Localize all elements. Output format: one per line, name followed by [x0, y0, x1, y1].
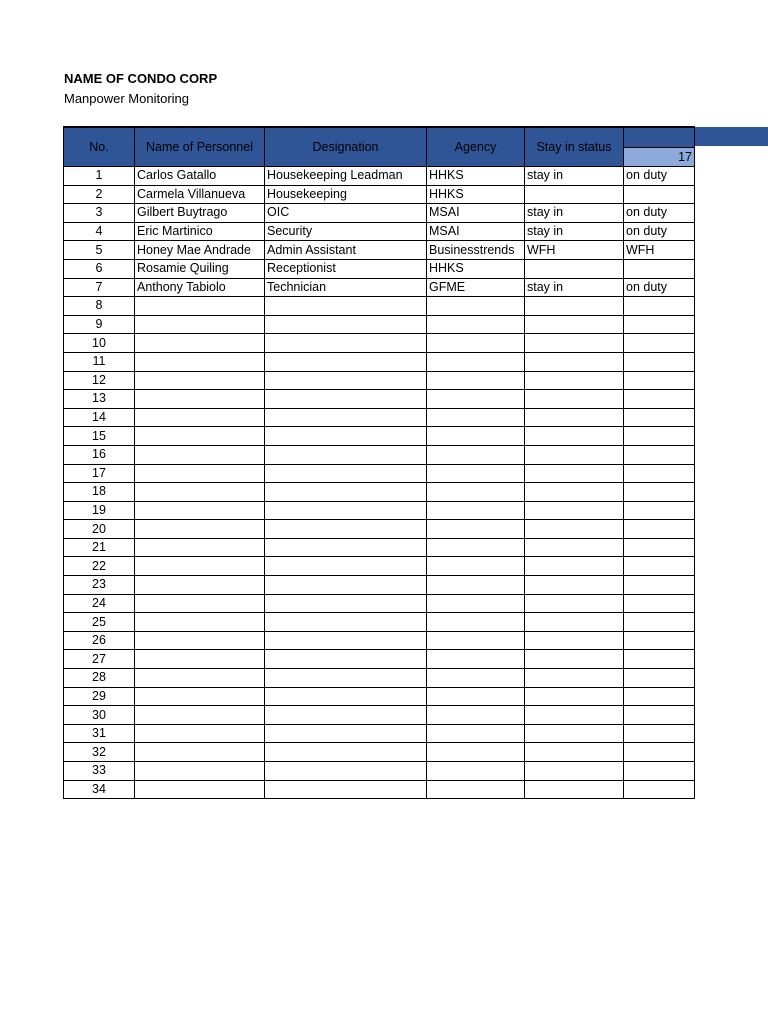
cell-status[interactable]: [624, 650, 695, 669]
cell-name[interactable]: Honey Mae Andrade: [135, 241, 265, 260]
cell-name[interactable]: [135, 371, 265, 390]
table-row: [64, 278, 695, 297]
cell-stay[interactable]: [525, 762, 624, 781]
cell-no[interactable]: 19: [64, 501, 135, 520]
cell-stay[interactable]: [525, 315, 624, 334]
cell-designation[interactable]: [265, 669, 427, 688]
cell-no[interactable]: 7: [64, 278, 135, 297]
cell-agency[interactable]: HHKS: [427, 185, 525, 204]
cell-no[interactable]: 15: [64, 427, 135, 446]
cell-name[interactable]: [135, 390, 265, 409]
cell-designation[interactable]: [265, 315, 427, 334]
cell-designation[interactable]: Housekeeping: [265, 185, 427, 204]
manpower-table: [63, 126, 695, 799]
cell-stay[interactable]: [525, 557, 624, 576]
table-row: [64, 687, 695, 706]
table-row: [64, 204, 695, 223]
table-row: [64, 762, 695, 781]
cell-designation[interactable]: OIC: [265, 204, 427, 223]
cell-status[interactable]: [624, 538, 695, 557]
cell-name[interactable]: Gilbert Buytrago: [135, 204, 265, 223]
cell-status[interactable]: [624, 631, 695, 650]
cell-designation[interactable]: [265, 780, 427, 799]
cell-name[interactable]: [135, 687, 265, 706]
cell-name[interactable]: [135, 557, 265, 576]
cell-no[interactable]: 24: [64, 594, 135, 613]
cell-name[interactable]: [135, 538, 265, 557]
table-row: [64, 259, 695, 278]
cell-no[interactable]: 34: [64, 780, 135, 799]
cell-agency[interactable]: [427, 315, 525, 334]
cell-no[interactable]: 33: [64, 762, 135, 781]
cell-agency[interactable]: [427, 445, 525, 464]
cell-name[interactable]: [135, 613, 265, 632]
cell-name[interactable]: [135, 743, 265, 762]
cell-agency[interactable]: [427, 483, 525, 502]
cell-designation[interactable]: [265, 743, 427, 762]
cell-stay[interactable]: stay in: [525, 222, 624, 241]
cell-designation[interactable]: [265, 613, 427, 632]
cell-name[interactable]: [135, 762, 265, 781]
cell-no[interactable]: 11: [64, 352, 135, 371]
cell-stay[interactable]: [525, 464, 624, 483]
cell-name[interactable]: [135, 669, 265, 688]
table-row: [64, 241, 695, 260]
cell-name[interactable]: [135, 706, 265, 725]
cell-no[interactable]: 25: [64, 613, 135, 632]
cell-name[interactable]: Eric Martinico: [135, 222, 265, 241]
cell-stay[interactable]: [525, 390, 624, 409]
cell-stay[interactable]: [525, 594, 624, 613]
cell-stay[interactable]: [525, 501, 624, 520]
cell-status[interactable]: on duty: [624, 222, 695, 241]
cell-designation[interactable]: [265, 371, 427, 390]
cell-status[interactable]: [624, 706, 695, 725]
cell-name[interactable]: [135, 427, 265, 446]
table-row: [64, 371, 695, 390]
cell-agency[interactable]: [427, 408, 525, 427]
cell-agency[interactable]: [427, 464, 525, 483]
table-row: [64, 669, 695, 688]
cell-no[interactable]: 30: [64, 706, 135, 725]
cell-designation[interactable]: [265, 464, 427, 483]
cell-status[interactable]: [624, 557, 695, 576]
table-row: [64, 780, 695, 799]
cell-stay[interactable]: [525, 352, 624, 371]
cell-no[interactable]: 22: [64, 557, 135, 576]
cell-no[interactable]: 5: [64, 241, 135, 260]
cell-stay[interactable]: [525, 371, 624, 390]
table-row: [64, 315, 695, 334]
cell-agency[interactable]: [427, 427, 525, 446]
cell-designation[interactable]: [265, 483, 427, 502]
cell-stay[interactable]: [525, 687, 624, 706]
table-row: [64, 724, 695, 743]
col-header-no[interactable]: No.: [64, 127, 135, 167]
cell-designation[interactable]: [265, 520, 427, 539]
table-row: [64, 501, 695, 520]
cell-no[interactable]: 10: [64, 334, 135, 353]
cell-agency[interactable]: HHKS: [427, 167, 525, 186]
cell-name[interactable]: [135, 445, 265, 464]
cell-agency[interactable]: GFME: [427, 278, 525, 297]
cell-status[interactable]: [624, 594, 695, 613]
table-row: [64, 594, 695, 613]
cell-no[interactable]: 18: [64, 483, 135, 502]
cell-name[interactable]: [135, 780, 265, 799]
cell-agency[interactable]: [427, 501, 525, 520]
cell-name[interactable]: [135, 724, 265, 743]
cell-stay[interactable]: [525, 427, 624, 446]
cell-no[interactable]: 20: [64, 520, 135, 539]
cell-name[interactable]: Carmela Villanueva: [135, 185, 265, 204]
cell-name[interactable]: [135, 631, 265, 650]
cell-status[interactable]: on duty: [624, 204, 695, 223]
cell-status[interactable]: [624, 520, 695, 539]
cell-agency[interactable]: [427, 631, 525, 650]
header-row: [64, 127, 695, 167]
table-row: [64, 464, 695, 483]
cell-agency[interactable]: [427, 613, 525, 632]
cell-designation[interactable]: [265, 576, 427, 595]
cell-no[interactable]: 26: [64, 631, 135, 650]
cell-status[interactable]: [624, 724, 695, 743]
cell-agency[interactable]: MSAI: [427, 204, 525, 223]
table-row: [64, 390, 695, 409]
cell-designation[interactable]: [265, 352, 427, 371]
cell-no[interactable]: 12: [64, 371, 135, 390]
cell-designation[interactable]: [265, 427, 427, 446]
cell-status[interactable]: [624, 501, 695, 520]
table-row: [64, 483, 695, 502]
cell-status[interactable]: [624, 390, 695, 409]
cell-no[interactable]: 31: [64, 724, 135, 743]
cell-no[interactable]: 23: [64, 576, 135, 595]
cell-status[interactable]: on duty: [624, 278, 695, 297]
col-header-designation[interactable]: Designation: [265, 127, 427, 167]
table-row: [64, 557, 695, 576]
cell-status[interactable]: on duty: [624, 167, 695, 186]
cell-status[interactable]: [624, 762, 695, 781]
cell-status[interactable]: [624, 464, 695, 483]
cell-stay[interactable]: [525, 724, 624, 743]
cell-name[interactable]: [135, 483, 265, 502]
cell-agency[interactable]: [427, 650, 525, 669]
table-row: [64, 445, 695, 464]
cell-stay[interactable]: [525, 743, 624, 762]
cell-name[interactable]: [135, 334, 265, 353]
sheet-subtitle: Manpower Monitoring: [64, 91, 190, 106]
table-row: [64, 427, 695, 446]
table-row: [64, 297, 695, 316]
table-row: [64, 334, 695, 353]
cell-status[interactable]: [624, 613, 695, 632]
cell-status[interactable]: WFH: [624, 241, 695, 260]
cell-no[interactable]: 28: [64, 669, 135, 688]
cell-no[interactable]: 29: [64, 687, 135, 706]
cell-stay[interactable]: [525, 650, 624, 669]
corp-name: NAME OF CONDO CORP: [64, 71, 218, 86]
cell-stay[interactable]: [525, 538, 624, 557]
cell-no[interactable]: 21: [64, 538, 135, 557]
table-row: [64, 706, 695, 725]
cell-no[interactable]: 32: [64, 743, 135, 762]
cell-no[interactable]: 8: [64, 297, 135, 316]
cell-stay[interactable]: [525, 408, 624, 427]
cell-designation[interactable]: Housekeeping Leadman: [265, 167, 427, 186]
cell-stay[interactable]: [525, 334, 624, 353]
cell-name[interactable]: [135, 520, 265, 539]
cell-agency[interactable]: [427, 669, 525, 688]
cell-agency[interactable]: [427, 334, 525, 353]
extra-value-cell[interactable]: 17: [624, 147, 694, 166]
cell-designation[interactable]: Technician: [265, 278, 427, 297]
cell-status[interactable]: [624, 427, 695, 446]
table-row: [64, 408, 695, 427]
cell-status[interactable]: [624, 576, 695, 595]
table-row: [64, 520, 695, 539]
cell-name[interactable]: [135, 408, 265, 427]
cell-name[interactable]: [135, 315, 265, 334]
table-row: [64, 538, 695, 557]
cell-stay[interactable]: stay in: [525, 167, 624, 186]
cell-status[interactable]: [624, 334, 695, 353]
cell-no[interactable]: 17: [64, 464, 135, 483]
cell-designation[interactable]: Receptionist: [265, 259, 427, 278]
cell-agency[interactable]: [427, 520, 525, 539]
cell-designation[interactable]: [265, 557, 427, 576]
cell-name[interactable]: [135, 576, 265, 595]
cell-agency[interactable]: [427, 706, 525, 725]
cell-designation[interactable]: [265, 687, 427, 706]
cell-stay[interactable]: stay in: [525, 204, 624, 223]
cell-stay[interactable]: [525, 445, 624, 464]
cell-name[interactable]: [135, 297, 265, 316]
cell-designation[interactable]: [265, 390, 427, 409]
cell-stay[interactable]: [525, 483, 624, 502]
cell-designation[interactable]: [265, 408, 427, 427]
table-row: [64, 743, 695, 762]
cell-designation[interactable]: [265, 501, 427, 520]
cell-name[interactable]: [135, 352, 265, 371]
col-header-extra[interactable]: [624, 127, 695, 167]
cell-no[interactable]: 2: [64, 185, 135, 204]
cell-stay[interactable]: [525, 631, 624, 650]
cell-agency[interactable]: MSAI: [427, 222, 525, 241]
table-row: [64, 613, 695, 632]
cell-agency[interactable]: [427, 594, 525, 613]
table-row: [64, 167, 695, 186]
cell-status[interactable]: [624, 297, 695, 316]
cell-designation[interactable]: [265, 706, 427, 725]
table-row: [64, 185, 695, 204]
cell-name[interactable]: [135, 650, 265, 669]
cell-no[interactable]: 4: [64, 222, 135, 241]
cell-agency[interactable]: HHKS: [427, 259, 525, 278]
table-row: [64, 576, 695, 595]
cell-agency[interactable]: [427, 724, 525, 743]
cell-stay[interactable]: [525, 520, 624, 539]
cell-status[interactable]: [624, 352, 695, 371]
cell-status[interactable]: [624, 687, 695, 706]
cell-name[interactable]: [135, 594, 265, 613]
cell-stay[interactable]: stay in: [525, 278, 624, 297]
cell-designation[interactable]: [265, 297, 427, 316]
cell-status[interactable]: [624, 669, 695, 688]
cell-status[interactable]: [624, 483, 695, 502]
table-row: [64, 650, 695, 669]
cell-stay[interactable]: [525, 297, 624, 316]
cell-no[interactable]: 13: [64, 390, 135, 409]
header-fill-extension: [693, 127, 768, 146]
cell-status[interactable]: [624, 408, 695, 427]
cell-agency[interactable]: [427, 297, 525, 316]
cell-stay[interactable]: [525, 185, 624, 204]
cell-no[interactable]: 14: [64, 408, 135, 427]
cell-name[interactable]: [135, 464, 265, 483]
cell-agency[interactable]: [427, 743, 525, 762]
cell-agency[interactable]: [427, 780, 525, 799]
cell-stay[interactable]: [525, 576, 624, 595]
cell-designation[interactable]: [265, 762, 427, 781]
cell-no[interactable]: 9: [64, 315, 135, 334]
cell-designation[interactable]: [265, 538, 427, 557]
cell-no[interactable]: 27: [64, 650, 135, 669]
cell-name[interactable]: Anthony Tabiolo: [135, 278, 265, 297]
cell-stay[interactable]: WFH: [525, 241, 624, 260]
col-header-extra-label: [624, 128, 694, 147]
cell-designation[interactable]: [265, 594, 427, 613]
cell-status[interactable]: [624, 259, 695, 278]
cell-designation[interactable]: [265, 334, 427, 353]
table-row: [64, 352, 695, 371]
cell-agency[interactable]: [427, 390, 525, 409]
cell-no[interactable]: 6: [64, 259, 135, 278]
cell-designation[interactable]: [265, 631, 427, 650]
cell-agency[interactable]: [427, 371, 525, 390]
cell-no[interactable]: 3: [64, 204, 135, 223]
cell-status[interactable]: [624, 371, 695, 390]
cell-no[interactable]: 1: [64, 167, 135, 186]
cell-designation[interactable]: Admin Assistant: [265, 241, 427, 260]
cell-stay[interactable]: [525, 259, 624, 278]
col-header-stay[interactable]: Stay in status: [525, 127, 624, 167]
table-row: [64, 631, 695, 650]
cell-agency[interactable]: [427, 687, 525, 706]
cell-stay[interactable]: [525, 669, 624, 688]
cell-no[interactable]: 16: [64, 445, 135, 464]
cell-stay[interactable]: [525, 780, 624, 799]
cell-status[interactable]: [624, 743, 695, 762]
cell-name[interactable]: [135, 501, 265, 520]
cell-agency[interactable]: [427, 352, 525, 371]
cell-designation[interactable]: [265, 445, 427, 464]
cell-designation[interactable]: Security: [265, 222, 427, 241]
col-header-name[interactable]: Name of Personnel: [135, 127, 265, 167]
cell-stay[interactable]: [525, 613, 624, 632]
cell-agency[interactable]: [427, 576, 525, 595]
cell-agency[interactable]: [427, 538, 525, 557]
cell-name[interactable]: Carlos Gatallo: [135, 167, 265, 186]
cell-status[interactable]: [624, 185, 695, 204]
cell-agency[interactable]: [427, 762, 525, 781]
cell-status[interactable]: [624, 445, 695, 464]
cell-designation[interactable]: [265, 724, 427, 743]
cell-name[interactable]: Rosamie Quiling: [135, 259, 265, 278]
cell-agency[interactable]: Businesstrends: [427, 241, 525, 260]
cell-designation[interactable]: [265, 650, 427, 669]
cell-stay[interactable]: [525, 706, 624, 725]
cell-status[interactable]: [624, 780, 695, 799]
col-header-agency[interactable]: Agency: [427, 127, 525, 167]
cell-agency[interactable]: [427, 557, 525, 576]
cell-status[interactable]: [624, 315, 695, 334]
table-row: [64, 222, 695, 241]
